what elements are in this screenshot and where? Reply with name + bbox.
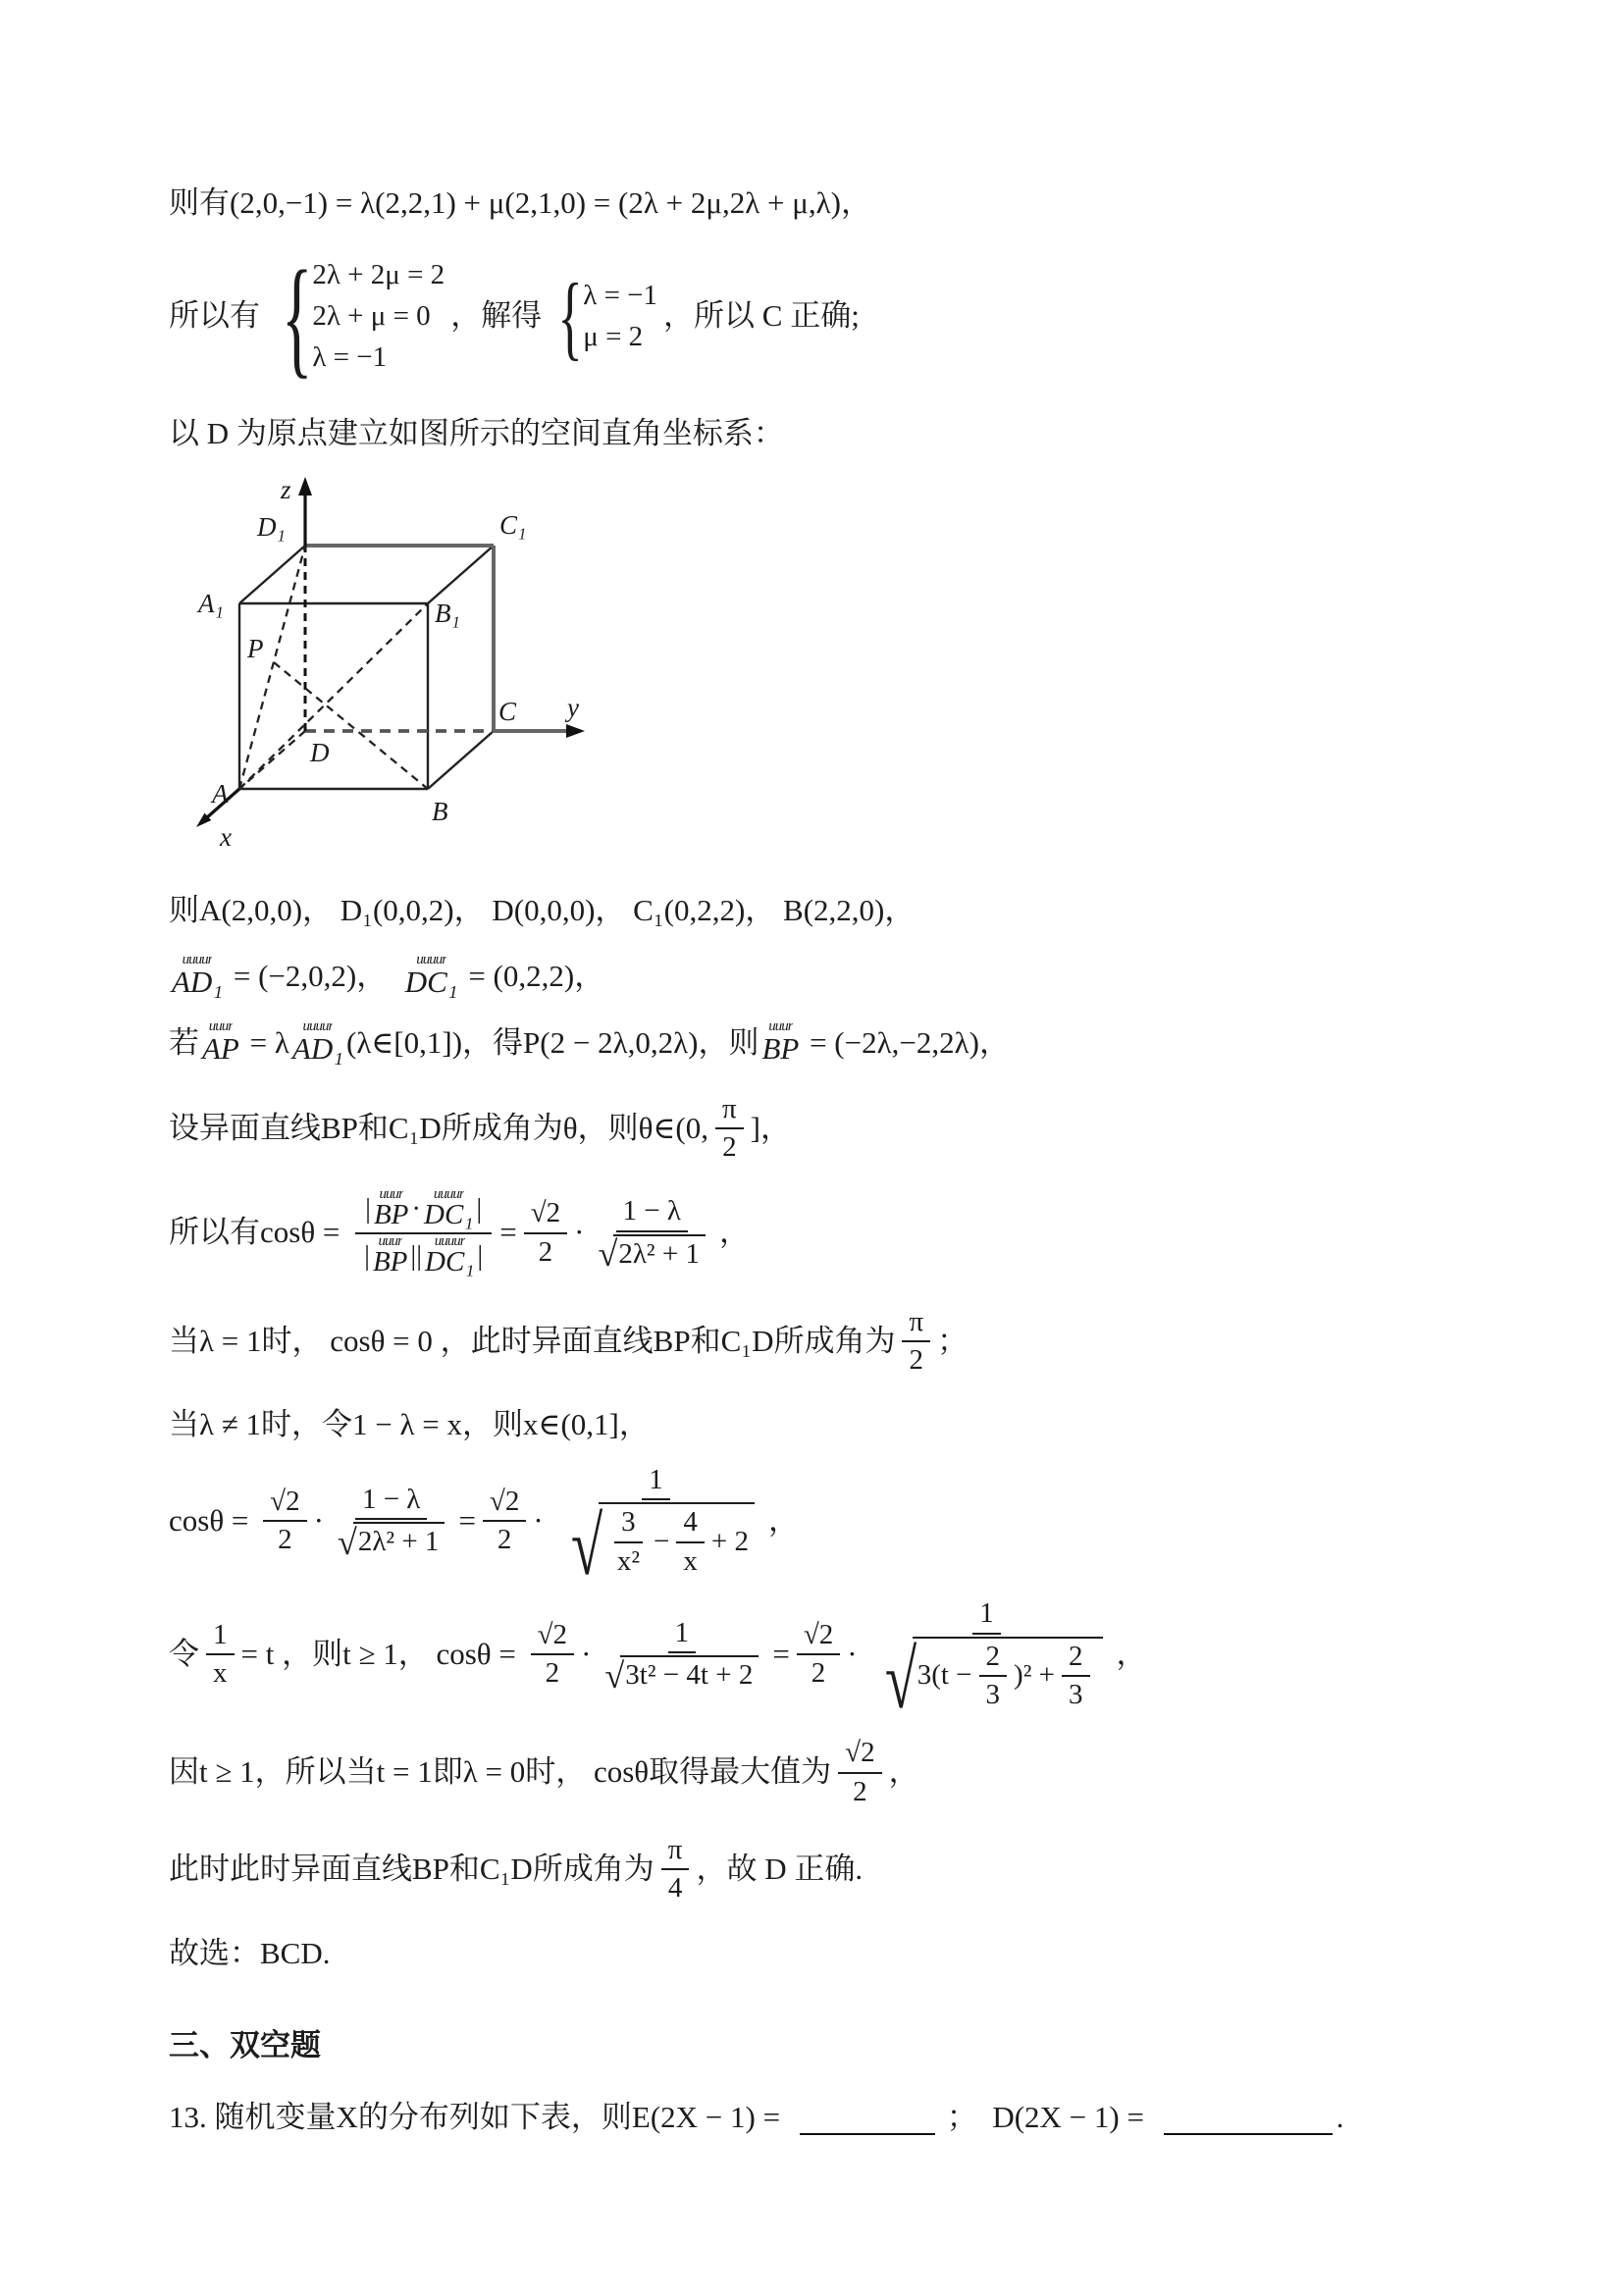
segment-p-b	[274, 662, 428, 789]
label-c1: C₁	[499, 509, 527, 540]
fraction-2-3: $\frac{2}{3}$	[979, 1641, 1008, 1712]
vector-ad1: uuuur AD₁	[291, 1022, 343, 1066]
system-prefix: 所以有	[169, 298, 260, 334]
fraction-lambda: 1 − λ √ 2λ² + 1	[331, 1484, 452, 1559]
label-p: P	[247, 633, 264, 663]
label-d: D	[310, 737, 330, 767]
cos-theta-x-line: cosθ = $\frac{√2}{2}$ · 1 − λ √ 2λ² + 1 = $\frac{√2}{2}$ · 1 √ $\frac{3}{\text{x²}}$ − $\frac{4}{x}$ + 2 ，	[169, 1464, 799, 1593]
fraction-4-x: $\frac{4}{x}$	[676, 1506, 705, 1578]
label-b1: B₁	[435, 598, 460, 628]
answer-blank-2	[1164, 2101, 1333, 2135]
answer-blank-1	[800, 2101, 935, 2135]
edge-a1-d1	[239, 546, 305, 603]
label-x: x	[220, 821, 232, 852]
sqrt-expression: √ 2λ² + 1	[598, 1234, 706, 1271]
parameter-line: 若 uuur AP = λ uuuur AD₁ (λ∈[0,1])，得P(2 − 2λ,0,2λ)，则 uuur BP = (−2λ,−2,2λ)，	[169, 1022, 1010, 1066]
left-brace: {	[557, 263, 583, 369]
lambda-equals-1-line: 当λ = 1时， cosθ = 0 ，此时异面直线BP和C₁D所成角为 $\frac{\pi}{2}$ ；	[169, 1305, 969, 1377]
vector-arrow: uuuur	[416, 956, 447, 965]
system-mid: ，解得	[450, 298, 543, 334]
left-brace: {	[281, 242, 313, 391]
label-b: B	[432, 796, 448, 826]
fraction-pi-4: $\frac{\pi}{4}$	[661, 1834, 690, 1905]
vector-bp: uuur BP	[373, 1189, 409, 1230]
case-eq-1: 2λ + 2μ = 2	[312, 258, 445, 290]
question-13: 13. 随机变量X的分布列如下表，则E(2X − 1) = ； D(2X − 1) = .	[169, 2100, 1344, 2135]
fraction-sqrt2-2: $\frac{√2}{2}$	[524, 1197, 567, 1269]
case-eq-3: λ = −1	[312, 341, 388, 374]
vector-bp: uuur BP	[761, 1022, 800, 1066]
fraction-1-x: $\frac{1}{x}$	[206, 1619, 235, 1691]
vector-ad1: uuuur AD₁	[172, 956, 224, 999]
sqrt-nested-expression: √ 3(t − $\frac{2}{3}$ )² + $\frac{2}{3}$	[871, 1637, 1103, 1712]
fraction-3-x2: $\frac{3}{\text{x²}}$	[610, 1506, 647, 1578]
label-a1: A₁	[198, 588, 224, 618]
equation-system-three	[266, 242, 445, 391]
answer-line: 故选：BCD.	[169, 1935, 331, 1970]
vector-arrow: uuur	[768, 1022, 793, 1032]
sqrt-nested-expression: √ $\frac{3}{\text{x²}}$ − $\frac{4}{x}$ + 2	[557, 1502, 755, 1578]
label-d1: D₁	[257, 511, 286, 542]
sqrt-expression: √ 3t² − 4t + 2	[604, 1655, 759, 1692]
fraction-sqrt2-2: $\frac{√2}{2}$	[797, 1619, 840, 1691]
fraction-nested-sqrt: 1 √ $\frac{3}{\text{x²}}$ − $\frac{4}{x}$ + 2	[550, 1464, 761, 1578]
solution-eq-2: μ = 2	[583, 321, 644, 353]
dot-product-fraction: | uuur BP · uuuur DC₁ | | uuur BP || uuuur DC₁ |	[354, 1190, 493, 1277]
vector-dc1: uuuur DC₁	[425, 1236, 475, 1278]
fraction-2-3: $\frac{2}{3}$	[1062, 1641, 1090, 1712]
equation-text: 则有(2,0,−1) = λ(2,2,1) + μ(2,1,0) = (2λ + 2μ,2λ + μ,λ)，	[169, 185, 871, 220]
fraction-pi-2: $\frac{\pi}{2}$	[902, 1306, 930, 1378]
fraction-pi-2: $\frac{\pi}{2}$	[715, 1093, 744, 1165]
fraction-completed-square: 1 √ 3(t − $\frac{2}{3}$ )² + $\frac{2}{3}$	[864, 1597, 1110, 1711]
vector-arrow: uuur	[208, 1022, 234, 1032]
label-y: y	[567, 692, 579, 722]
vector-dc1: uuuur DC₁	[404, 956, 458, 999]
y-axis-arrowhead	[566, 724, 585, 738]
vector-dc1: uuuur DC₁	[424, 1189, 474, 1230]
label-z: z	[281, 474, 291, 504]
diagonal-a-b1	[239, 603, 428, 789]
cube-figure	[175, 473, 597, 856]
solution-eq-1: λ = −1	[583, 279, 658, 311]
diagonal-a-d1	[239, 546, 305, 789]
sqrt-expression: √ 2λ² + 1	[338, 1522, 445, 1558]
equation-system-two	[548, 263, 658, 369]
label-c: C	[498, 696, 517, 726]
conclusion-d-line: 此时此时异面直线BP和C₁D所成角为 $\frac{\pi}{4}$ ，故 D 正确.	[169, 1833, 864, 1905]
max-value-line: 因t ≥ 1，所以当t = 1即λ = 0时， cosθ取得最大值为 $\frac{√2}{2}$ ，	[169, 1737, 919, 1807]
math-line-vector-equation	[169, 184, 1476, 223]
edge-d-a	[239, 731, 305, 789]
vector-ap: uuur AP	[202, 1022, 239, 1066]
figure-wrapper	[175, 473, 1476, 865]
edge-b-c	[428, 731, 494, 789]
section-title: 三、双空题	[169, 2028, 321, 2063]
vector-arrow: uuuur	[302, 1022, 334, 1032]
vector-arrow: uuuur	[182, 956, 213, 965]
vectors-line: uuuur AD₁ = (−2,0,2)， uuuur DC₁ = (0,2,2)，	[172, 956, 605, 999]
system-suffix: ，所以 C 正确;	[663, 298, 860, 334]
case-eq-2: 2λ + μ = 0	[312, 300, 431, 333]
vector-bp: uuur BP	[372, 1236, 408, 1278]
math-line-system	[169, 242, 1476, 391]
angle-definition-line: 设异面直线BP和C₁D所成角为θ，则θ∈(0, $\frac{\pi}{2}$ ]，	[169, 1093, 791, 1164]
fraction-sqrt2-2: $\frac{√2}{2}$	[838, 1737, 881, 1808]
fraction-sqrt2-2: $\frac{√2}{2}$	[483, 1486, 526, 1557]
coordinates-line: 则A(2,0,0)， D₁(0,0,2)， D(0,0,0)， C₁(0,2,2)， B(2,2,0)，	[169, 893, 916, 928]
cos-theta-line: 所以有cosθ = | uuur BP · uuuur DC₁ | | uuur BP || uuuur DC₁ | = $\frac{√2}{2}$ · 1 − λ √ 2λ² + 1 ，	[169, 1189, 750, 1278]
fraction-sqrt2-2: $\frac{√2}{2}$	[531, 1619, 574, 1691]
fraction-lambda: 1 − λ √ 2λ² + 1	[591, 1195, 712, 1271]
edge-b1-c1	[428, 546, 494, 603]
fraction-sqrt2-2: $\frac{√2}{2}$	[263, 1486, 306, 1557]
label-a: A	[212, 778, 229, 809]
t-substitution-line: 令 $\frac{1}{x}$ = t ，则t ≥ 1， cosθ = $\frac{√2}{2}$ · 1 √ 3t² − 4t + 2 = $\frac{√2}{2}$ · 1 √ 3(t − $\frac{2}{3}$ )² + $\frac{2}{3}$ ，	[169, 1597, 1147, 1727]
coordinate-setup-text: 以 D 为原点建立如图所示的空间直角坐标系：	[169, 415, 784, 450]
substitution-line: 当λ ≠ 1时，令1 − λ = x，则x∈(0,1]，	[169, 1407, 650, 1442]
fraction-sqrt-t: 1 √ 3t² − 4t + 2	[598, 1617, 765, 1693]
z-axis-arrowhead	[298, 477, 312, 496]
section-header	[169, 2027, 1476, 2065]
